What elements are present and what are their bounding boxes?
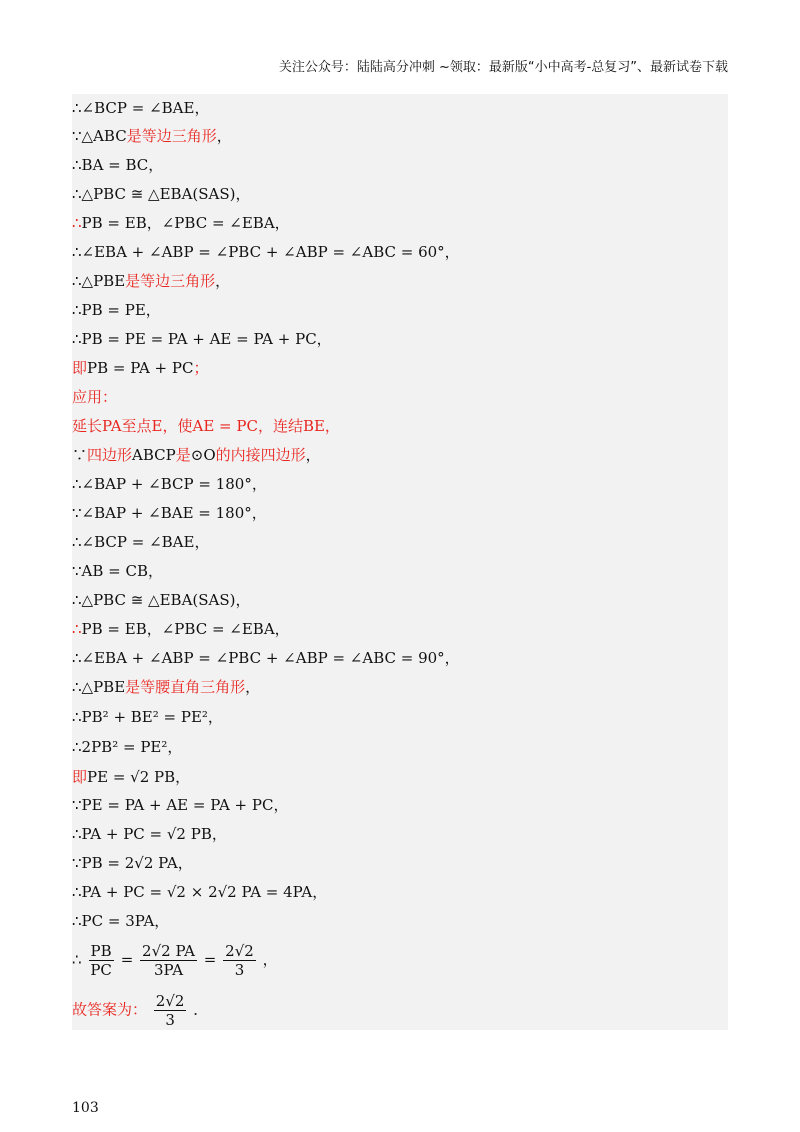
solution-line: ∴PA + PC = √2 PB，: [72, 825, 227, 843]
black-text: PE = √2 PB，: [87, 768, 191, 786]
solution-line: [72, 126, 232, 146]
fraction-denominator: 3: [234, 961, 245, 979]
solution-line: ∵AB = CB，: [72, 562, 164, 580]
page-header: 关注公众号：陆陆高分冲刺 ~领取：最新版“小中高考-总复习”、最新试卷下载: [278, 60, 728, 75]
solution-line: [72, 767, 190, 787]
black-text: ，: [215, 272, 231, 290]
answer-fraction: [154, 992, 187, 1029]
black-text: PB = EB，∠PBC = ∠EBA，: [81, 620, 290, 638]
red-text: 是等边三角形: [126, 127, 217, 145]
fraction-denominator: 3: [165, 1011, 175, 1029]
fraction-denominator: PC: [90, 961, 112, 979]
fraction-numerator: PB: [90, 942, 112, 960]
solution-line: ∴PA + PC = √2 × 2√2 PA = 4PA，: [72, 883, 328, 901]
red-text: 是: [175, 446, 191, 464]
solution-line: ∴PB = PE = PA + AE = PA + PC，: [72, 330, 332, 348]
fraction-numerator: 2√2 PA: [142, 942, 196, 960]
solution-line: ∴∠BAP + ∠BCP = 180°，: [72, 475, 267, 493]
solution-line: ∴PB² + BE² = PE²，: [72, 708, 223, 726]
ratio-line: [72, 942, 278, 979]
red-text: 是等腰直角三角形: [125, 678, 246, 696]
red-text: 四边形: [87, 446, 133, 464]
solution-line: [72, 677, 260, 697]
solution-line: ∴∠EBA + ∠ABP = ∠PBC + ∠ABP = ∠ABC = 60°，: [72, 243, 460, 261]
red-text: ；: [193, 359, 209, 377]
black-text: ∴△PBE: [72, 272, 126, 290]
solution-line: ∴BA = BC，: [72, 156, 164, 174]
answer-suffix: ．: [193, 1000, 209, 1019]
red-text: ∴: [72, 214, 82, 232]
black-text: PB = EB，∠PBC = ∠EBA，: [81, 214, 290, 232]
solution-line: [72, 271, 230, 291]
black-text: ⊙O: [190, 446, 216, 464]
black-text: ∵△ABC: [72, 127, 127, 145]
black-text: ，: [216, 127, 232, 145]
red-text: 的内接四边形: [215, 446, 306, 464]
fraction-middle: [140, 942, 197, 979]
solution-line: [72, 213, 290, 233]
solution-line: 应用：: [72, 388, 118, 406]
black-text: ∵: [72, 446, 88, 464]
solution-line: ∴∠EBA + ∠ABP = ∠PBC + ∠ABP = ∠ABC = 90°，: [72, 649, 460, 667]
red-text: 是等边三角形: [125, 272, 216, 290]
answer-line: [72, 992, 208, 1029]
solution-line: [72, 358, 208, 378]
equals-sign: =: [120, 950, 134, 969]
solution-line: ∴∠BCP = ∠BAE，: [72, 99, 210, 117]
red-text: 即: [72, 768, 88, 786]
solution-line: ∴PB = PE，: [72, 301, 161, 319]
solution-line: ∵PE = PA + AE = PA + PC，: [72, 796, 289, 814]
red-text: ∴: [72, 620, 82, 638]
black-text: ∴△PBE: [72, 678, 126, 696]
solution-line: ∵PB = 2√2 PA，: [72, 854, 193, 872]
solution-line: ∴△PBC ≅ △EBA(SAS)，: [72, 591, 251, 609]
solution-line: ∵∠BAP + ∠BAE = 180°，: [72, 504, 267, 522]
black-text: PB = PA + PC: [87, 359, 194, 377]
solution-line: ∴PC = 3PA，: [72, 912, 170, 930]
fraction-denominator: 3PA: [153, 961, 184, 979]
solution-line: [72, 619, 290, 639]
solution-line: ∴△PBC ≅ △EBA(SAS)，: [72, 185, 251, 203]
solution-line: 延长PA至点E，使AE = PC，连结BE，: [72, 417, 340, 435]
red-text: 即: [72, 359, 88, 377]
fraction-numerator: 2√2: [225, 942, 254, 960]
solution-line: [72, 445, 321, 465]
answer-label: 故答案为：: [72, 1000, 148, 1019]
equals-sign: =: [203, 950, 217, 969]
black-text: ，: [245, 678, 261, 696]
black-text: ABCP: [132, 446, 176, 464]
page-number: 103: [72, 1100, 99, 1116]
ratio-suffix: ，: [262, 950, 278, 969]
fraction-result: [223, 942, 256, 979]
solution-line: ∴∠BCP = ∠BAE，: [72, 533, 210, 551]
black-text: ，: [305, 446, 321, 464]
solution-line: ∴2PB² = PE²，: [72, 738, 183, 756]
fraction-numerator: 2√2: [155, 992, 185, 1010]
fraction-pb-pc: [88, 942, 114, 979]
ratio-prefix: ∴: [72, 950, 82, 969]
